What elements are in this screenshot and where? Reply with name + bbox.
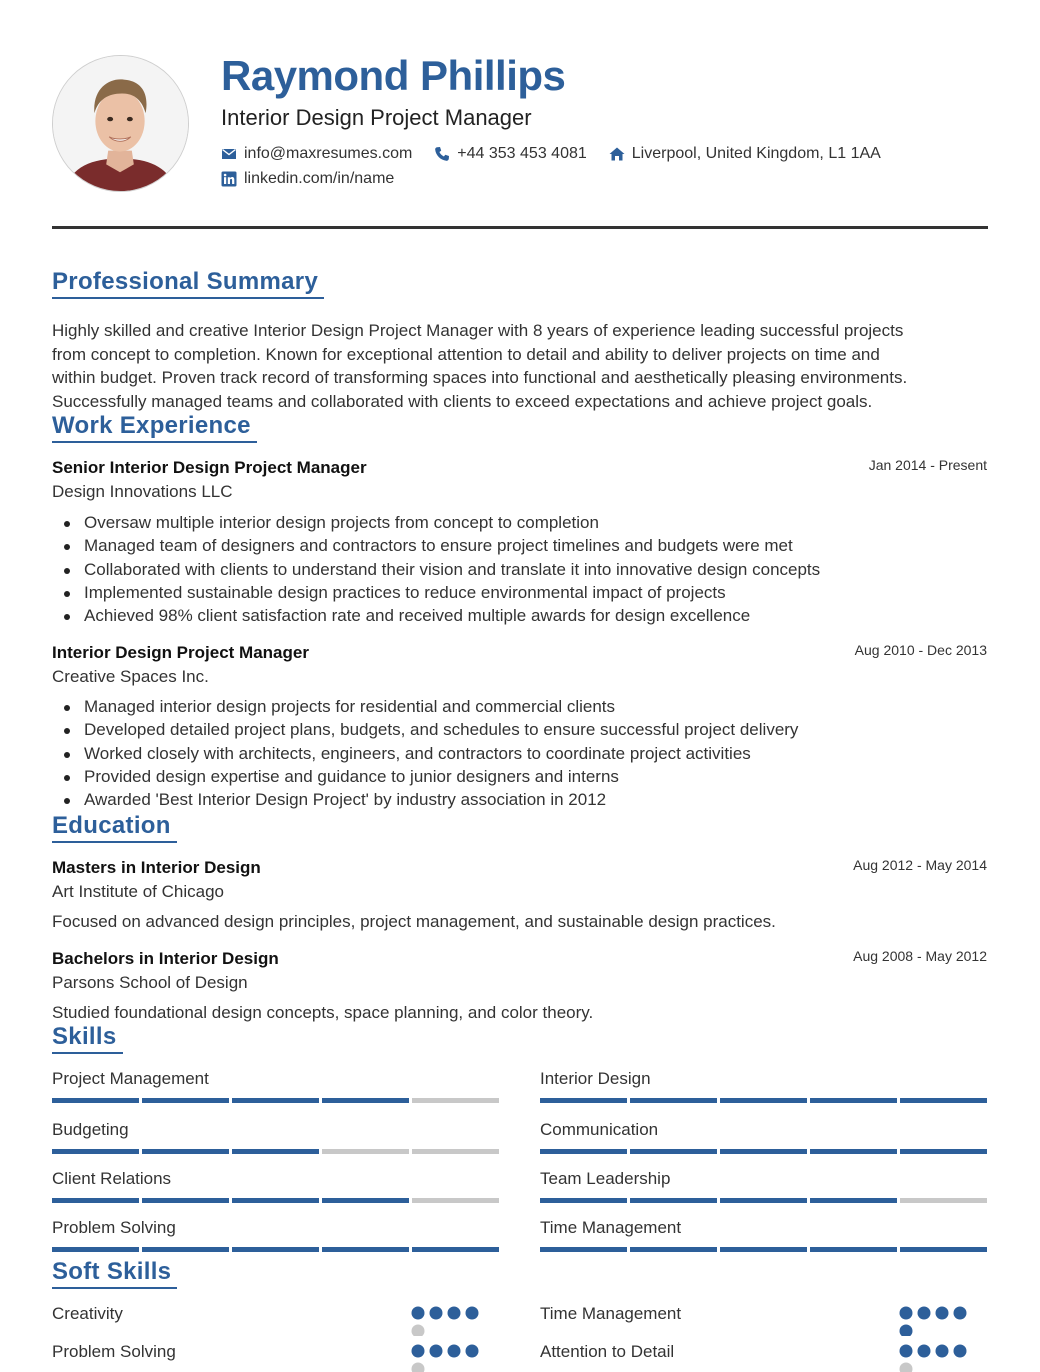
school-2: Parsons School of Design: [52, 973, 248, 992]
header-divider: [52, 226, 988, 229]
skill-segment-filled: [900, 1098, 987, 1103]
skill-meter-svg: [540, 1198, 987, 1203]
contact-phone[interactable]: [434, 145, 586, 163]
skill-item: [540, 1069, 987, 1091]
skill-segment-filled: [232, 1198, 319, 1203]
summary-line: from concept to completion. Known for exceptional attention to detail and ability to deliver projects on time and: [52, 344, 880, 364]
rating-dot-filled: [954, 1345, 967, 1358]
skill-name: Time Management: [540, 1218, 682, 1237]
skill-segment-filled: [630, 1198, 717, 1203]
linkedin-text: linkedin.com/in/name: [244, 170, 395, 187]
skill-meter: [52, 1098, 499, 1103]
portrait-illustration: [53, 56, 188, 191]
list-item: Awarded 'Best Interior Design Project' by industry association in 2012: [62, 788, 962, 811]
contact-location: [609, 145, 881, 163]
rating-dot-empty: [900, 1363, 913, 1372]
job-company-2: Creative Spaces Inc.: [52, 667, 209, 686]
soft-skill-rating: [899, 1306, 971, 1336]
job-bullets-2: [62, 695, 962, 811]
skill-segment-filled: [232, 1098, 319, 1103]
soft-skill-rating: [411, 1306, 483, 1336]
home-icon: [609, 146, 625, 162]
skill-name: Interior Design: [540, 1069, 651, 1088]
skill-segment-filled: [322, 1247, 409, 1252]
skill-segment-filled: [52, 1149, 139, 1154]
list-item: Developed detailed project plans, budgets, and schedules to ensure successful project delivery: [62, 718, 962, 741]
skill-name: Problem Solving: [52, 1218, 176, 1237]
job-company-1: Design Innovations LLC: [52, 482, 233, 501]
skill-segment-empty: [412, 1098, 499, 1103]
summary-line: Highly skilled and creative Interior Design Project Manager with 8 years of experience leading successful projects: [52, 321, 904, 340]
summary-text: [52, 319, 988, 413]
skill-name: Project Management: [52, 1069, 209, 1088]
education-heading: Education: [52, 812, 177, 843]
job-title-2: Interior Design Project Manager: [52, 643, 309, 662]
contact-email[interactable]: [221, 145, 412, 163]
skill-segment-filled: [630, 1247, 717, 1252]
skill-segment-empty: [900, 1198, 987, 1203]
job-title-1: Senior Interior Design Project Manager: [52, 458, 367, 477]
email-text: info@maxresumes.com: [244, 145, 413, 162]
envelope-icon: [221, 146, 237, 162]
skill-meter-svg: [540, 1098, 987, 1103]
contact-row-2: [221, 170, 416, 188]
linkedin-icon: [221, 171, 237, 187]
rating-dot-filled: [466, 1307, 479, 1320]
skill-segment-filled: [142, 1247, 229, 1252]
skill-meter-svg: [540, 1247, 987, 1252]
skill-meter: [52, 1198, 499, 1203]
skill-segment-filled: [630, 1149, 717, 1154]
profile-photo: [52, 55, 189, 192]
skill-segment-filled: [232, 1149, 319, 1154]
skill-segment-filled: [810, 1098, 897, 1103]
rating-dots-svg: [411, 1344, 483, 1372]
skill-name: Client Relations: [52, 1169, 172, 1188]
job-dates-2: Aug 2010 - Dec 2013: [854, 642, 987, 658]
phone-icon: [434, 146, 450, 162]
skill-segment-filled: [810, 1149, 897, 1154]
rating-dot-filled: [412, 1345, 425, 1358]
skills-heading: Skills: [52, 1023, 123, 1054]
skill-segment-filled: [810, 1198, 897, 1203]
rating-dot-filled: [412, 1307, 425, 1320]
skill-meter: [540, 1098, 987, 1103]
skill-segment-filled: [540, 1098, 627, 1103]
skill-segment-filled: [412, 1247, 499, 1252]
summary-heading: Professional Summary: [52, 268, 324, 299]
skill-meter-svg: [52, 1149, 499, 1154]
list-item: Collaborated with clients to understand their vision and translate it into innovative design concepts: [62, 558, 962, 581]
skill-item: [540, 1120, 987, 1142]
rating-dot-filled: [918, 1345, 931, 1358]
list-item: Oversaw multiple interior design projects from concept to completion: [62, 511, 962, 534]
degree-description-1: Focused on advanced design principles, project management, and sustainable design practices.: [52, 912, 776, 931]
phone-text: +44 353 453 4081: [457, 145, 587, 162]
skill-meter: [52, 1149, 499, 1154]
skill-segment-empty: [412, 1149, 499, 1154]
candidate-name: Raymond Phillips: [221, 52, 566, 99]
list-item: Worked closely with architects, engineers, and contractors to coordinate project activities: [62, 742, 962, 765]
list-item: Managed interior design projects for residential and commercial clients: [62, 695, 962, 718]
school-1: Art Institute of Chicago: [52, 882, 224, 901]
degree-dates-1: Aug 2012 - May 2014: [853, 857, 987, 873]
rating-dot-filled: [448, 1345, 461, 1358]
skill-segment-filled: [540, 1149, 627, 1154]
contact-linkedin[interactable]: [221, 170, 394, 188]
summary-line: Successfully managed teams and collaborated with clients to exceed expectations and achieve project goals.: [52, 391, 873, 411]
skill-item: [52, 1069, 499, 1091]
rating-dot-filled: [918, 1307, 931, 1320]
skill-item: [52, 1120, 499, 1142]
list-item: Achieved 98% client satisfaction rate and received multiple awards for design excellence: [62, 604, 962, 627]
skill-name: Budgeting: [52, 1120, 129, 1139]
skill-meter-svg: [52, 1198, 499, 1203]
skill-segment-filled: [52, 1247, 139, 1252]
rating-dot-filled: [466, 1345, 479, 1358]
skill-segment-filled: [52, 1198, 139, 1203]
soft-skill-name: Attention to Detail: [540, 1342, 675, 1361]
skill-item: [52, 1218, 499, 1240]
skill-segment-empty: [412, 1198, 499, 1203]
rating-dot-filled: [900, 1307, 913, 1320]
skill-meter-svg: [52, 1098, 499, 1103]
degree-description-2: Studied foundational design concepts, space planning, and color theory.: [52, 1003, 594, 1022]
degree-2: Bachelors in Interior Design: [52, 949, 279, 968]
skill-segment-filled: [900, 1149, 987, 1154]
degree-1: Masters in Interior Design: [52, 858, 261, 877]
rating-dot-filled: [448, 1307, 461, 1320]
skill-segment-filled: [630, 1098, 717, 1103]
skill-segment-empty: [322, 1149, 409, 1154]
skill-segment-filled: [720, 1098, 807, 1103]
work-heading: Work Experience: [52, 412, 257, 443]
soft-skill-rating: [899, 1344, 971, 1372]
skill-name: Team Leadership: [540, 1169, 671, 1188]
rating-dot-filled: [936, 1345, 949, 1358]
skill-segment-filled: [322, 1198, 409, 1203]
candidate-title: Interior Design Project Manager: [221, 105, 532, 130]
rating-dots-svg: [899, 1344, 971, 1372]
skill-segment-filled: [900, 1247, 987, 1252]
soft-skill-name: Problem Solving: [52, 1342, 176, 1361]
skill-segment-filled: [142, 1098, 229, 1103]
skill-meter-svg: [540, 1149, 987, 1154]
skill-segment-filled: [232, 1247, 319, 1252]
rating-dot-empty: [412, 1325, 425, 1337]
skill-segment-filled: [720, 1247, 807, 1252]
soft-skill-rating: [411, 1344, 483, 1372]
job-bullets-1: [62, 511, 962, 627]
list-item: Provided design expertise and guidance to junior designers and interns: [62, 765, 962, 788]
rating-dot-empty: [412, 1363, 425, 1372]
skill-name: Communication: [540, 1120, 659, 1139]
skill-segment-filled: [142, 1149, 229, 1154]
job-dates-1: Jan 2014 - Present: [868, 457, 987, 473]
rating-dot-filled: [430, 1307, 443, 1320]
soft-skills-heading: Soft Skills: [52, 1258, 177, 1289]
list-item: Managed team of designers and contractors to ensure project timelines and budgets were met: [62, 534, 962, 557]
skill-segment-filled: [540, 1198, 627, 1203]
skill-meter: [540, 1198, 987, 1203]
skill-segment-filled: [810, 1247, 897, 1252]
skill-segment-filled: [142, 1198, 229, 1203]
rating-dots-svg: [899, 1306, 971, 1336]
skill-meter-svg: [52, 1247, 499, 1252]
skill-segment-filled: [52, 1098, 139, 1103]
contact-row: [221, 145, 903, 163]
skill-segment-filled: [540, 1247, 627, 1252]
skill-segment-filled: [720, 1198, 807, 1203]
soft-skill-name: Time Management: [540, 1304, 682, 1323]
list-item: Implemented sustainable design practices to reduce environmental impact of projects: [62, 581, 962, 604]
skill-meter: [540, 1247, 987, 1252]
skill-item: [540, 1218, 987, 1240]
rating-dot-filled: [900, 1325, 913, 1337]
skill-meter: [540, 1149, 987, 1154]
rating-dot-filled: [954, 1307, 967, 1320]
rating-dot-filled: [430, 1345, 443, 1358]
skill-meter: [52, 1247, 499, 1252]
location-text: Liverpool, United Kingdom, L1 1AA: [631, 145, 881, 162]
summary-line: within budget. Proven track record of transforming spaces into functional and aesthetically pleasing environments.: [52, 368, 908, 387]
rating-dot-filled: [900, 1345, 913, 1358]
skill-item: [52, 1169, 499, 1191]
soft-skill-name: Creativity: [52, 1304, 123, 1323]
skill-item: [540, 1169, 987, 1191]
skill-segment-filled: [720, 1149, 807, 1154]
rating-dot-filled: [936, 1307, 949, 1320]
degree-dates-2: Aug 2008 - May 2012: [853, 948, 987, 964]
rating-dots-svg: [411, 1306, 483, 1336]
skill-segment-filled: [322, 1098, 409, 1103]
